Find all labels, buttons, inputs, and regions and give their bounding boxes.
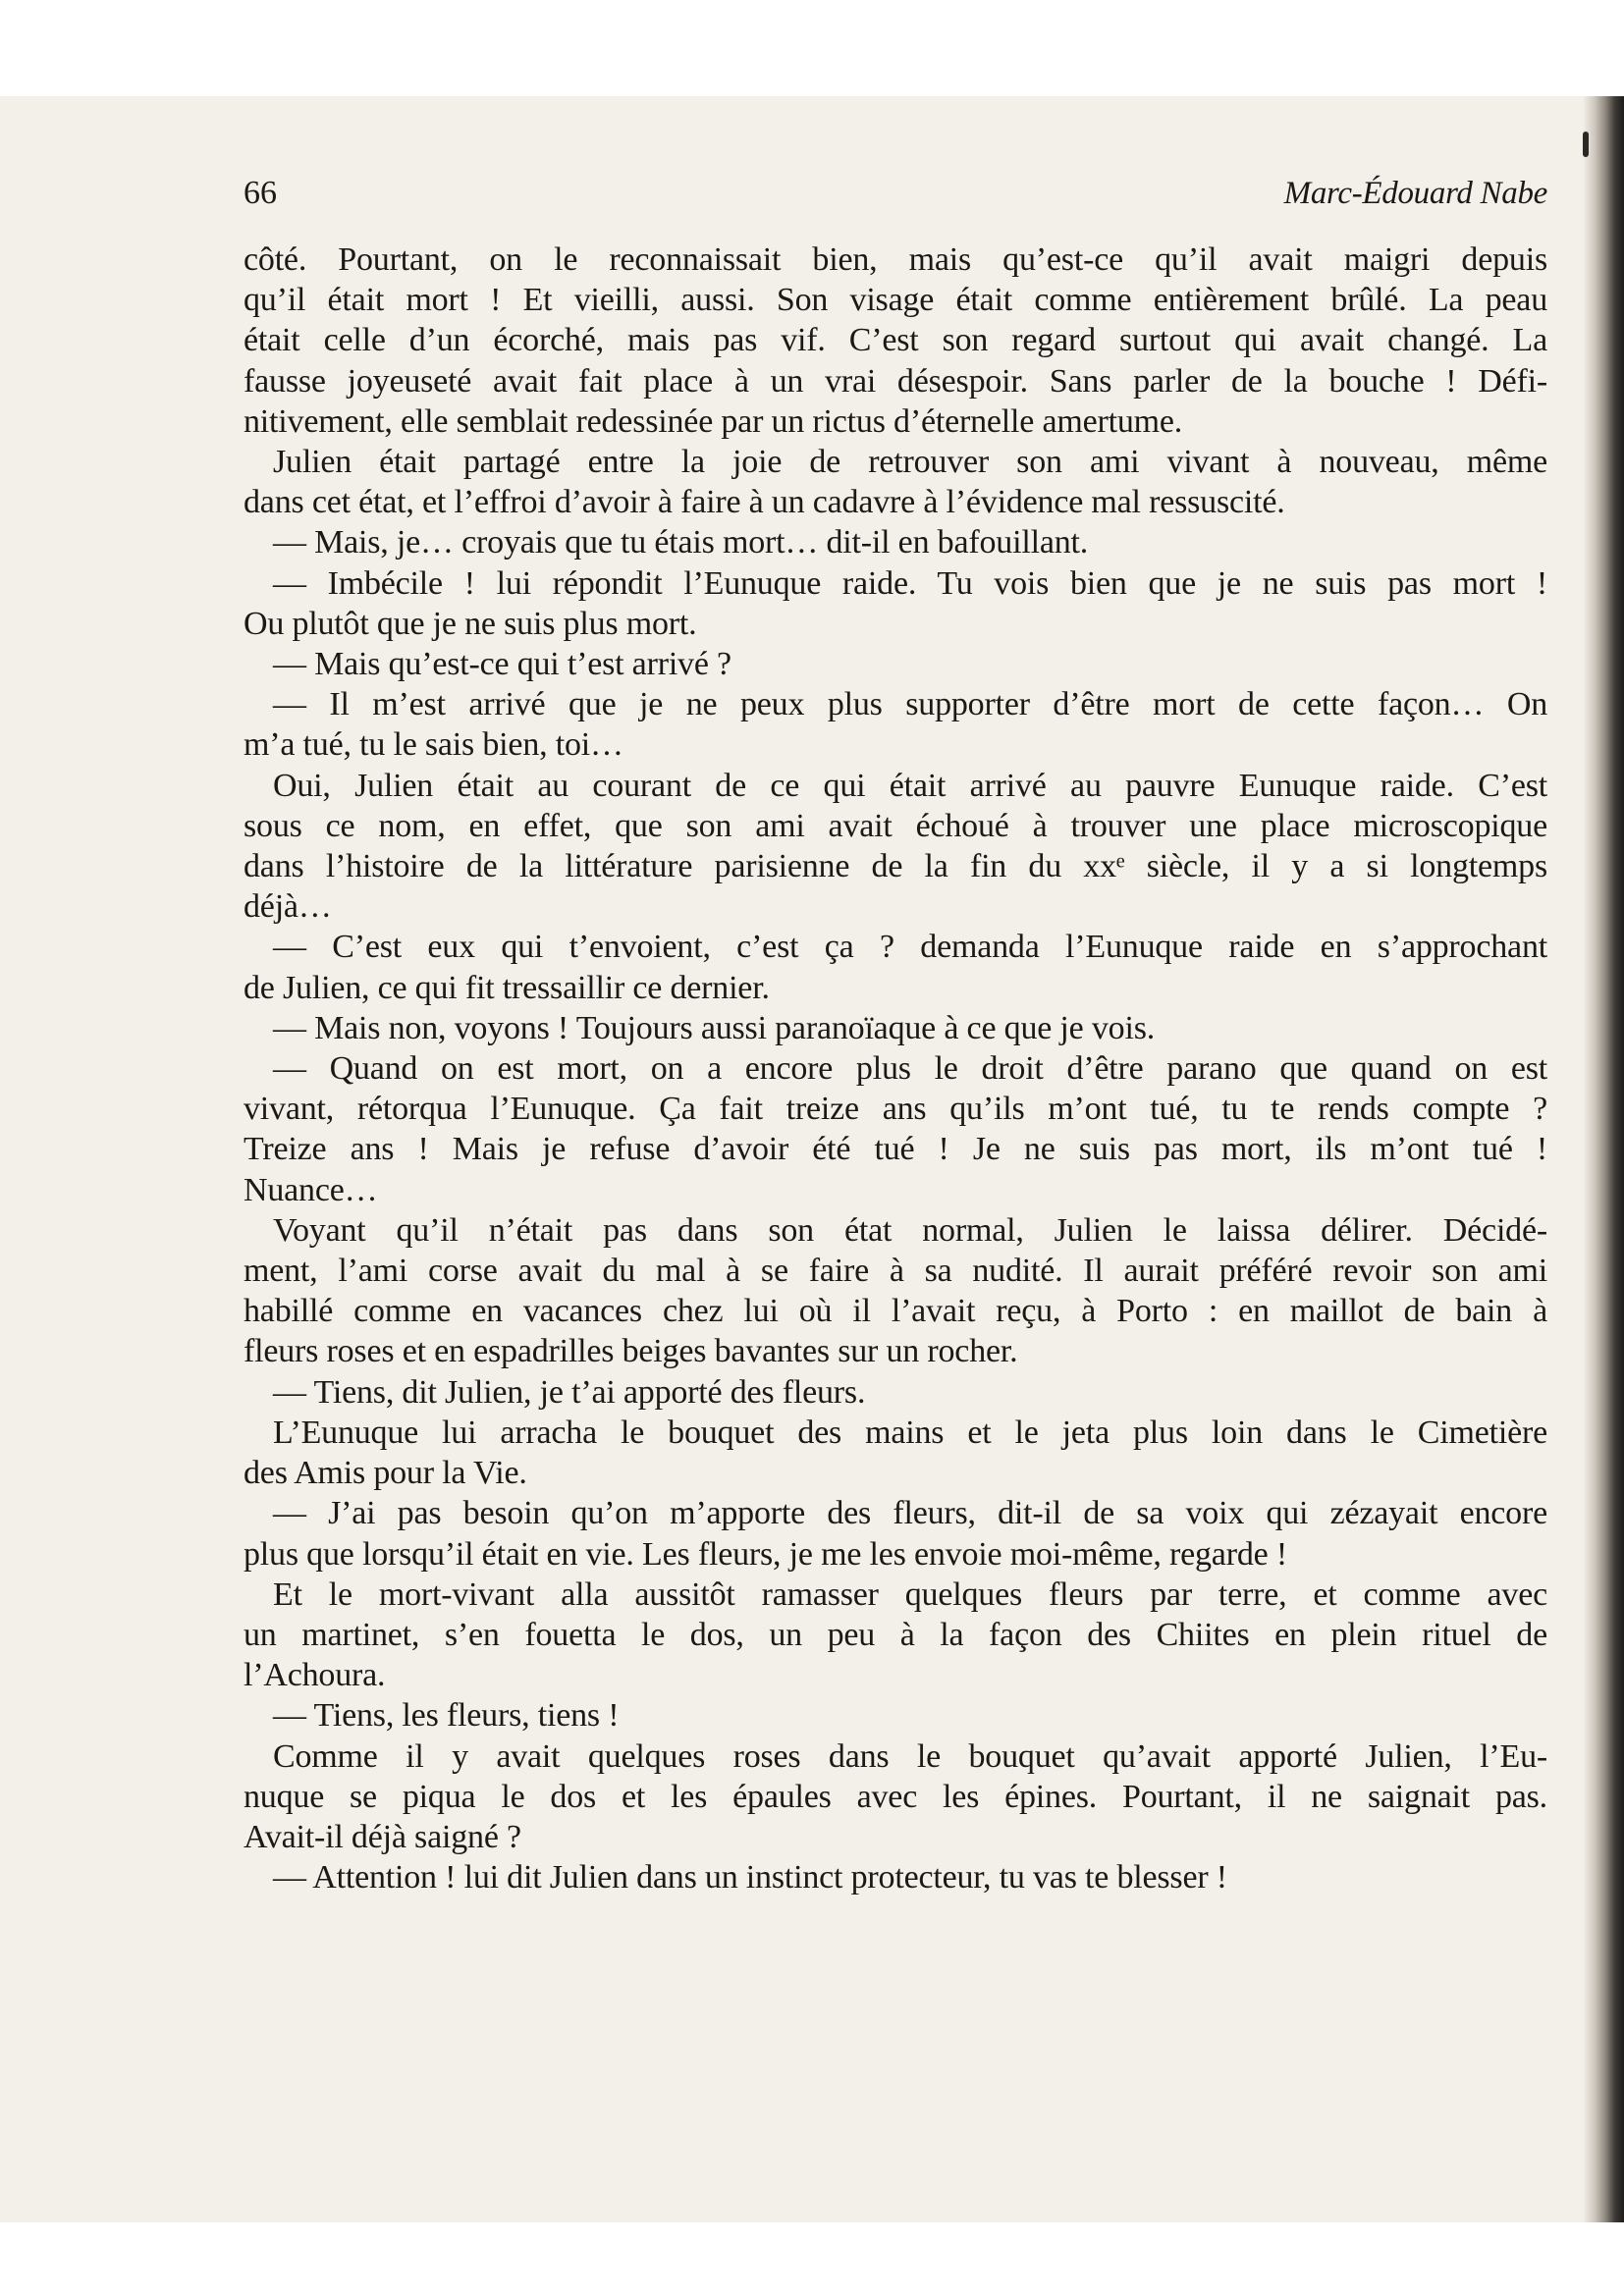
book-spine-shadow [1583,96,1624,2222]
text-line: des Amis pour la Vie. [244,1455,527,1492]
scan-speck [1583,132,1589,157]
text-line: habillé comme en vacances chez lui où il l’avait reçu, à Porto : en maillot de bain à [244,1293,1547,1330]
text-line: nuque se piqua le dos et les épaules avec les épines. Pourtant, il ne saignait pas. [244,1778,1547,1815]
text-line: — Mais, je… croyais que tu étais mort… dit-il en bafouillant. [273,524,1089,561]
text-line: — Tiens, les fleurs, tiens ! [273,1697,620,1735]
text-line: était celle d’un écorché, mais pas vif. C’est son regard surtout qui avait changé. La [244,322,1547,359]
text-line: un martinet, s’en fouetta le dos, un peu à la façon des Chiites en plein rituel de [244,1616,1547,1653]
text-line: sous ce nom, en effet, que son ami avait échoué à trouver une place microscopique [244,807,1547,844]
text-line: L’Eunuque lui arracha le bouquet des mains et le jeta plus loin dans le Cimetière [273,1414,1547,1451]
text-line: fausse joyeuseté avait fait place à un vrai désespoir. Sans parler de la bouche ! Défi- [244,362,1547,400]
text-line: — Attention ! lui dit Julien dans un instinct protecteur, tu vas te blesser ! [273,1859,1227,1896]
text-line: nitivement, elle semblait redessinée par un rictus d’éternelle amertume. [244,402,1183,440]
text-line: de Julien, ce qui fit tressaillir ce dernier. [244,969,770,1006]
text-line: côté. Pourtant, on le reconnaissait bien, mais qu’est-ce qu’il avait maigri depuis [244,241,1547,278]
text-line: Treize ans ! Mais je refuse d’avoir été tué ! Je ne suis pas mort, ils m’ont tué ! [244,1131,1547,1168]
page-number: 66 [244,175,277,211]
text-line: Voyant qu’il n’était pas dans son état normal, Julien le laissa délirer. Décidé- [273,1211,1547,1249]
text-line: Avait-il déjà saigné ? [244,1818,521,1855]
text-line: l’Achoura. [244,1657,386,1694]
text-line: vivant, rétorqua l’Eunuque. Ça fait treize ans qu’ils m’ont tué, tu te rends compte ? [244,1091,1547,1128]
running-head-author: Marc-Édouard Nabe [1283,176,1547,211]
text-line: Oui, Julien était au courant de ce qui était arrivé au pauvre Eunuque raide. C’est [273,767,1547,804]
body-text [244,240,1547,1897]
text-line: dans l’histoire de la littérature parisienne de la fin du xxᵉ siècle, il y a si longtemps [244,848,1547,885]
text-line: Julien était partagé entre la joie de retrouver son ami vivant à nouveau, même [273,444,1547,481]
text-line: fleurs roses et en espadrilles beiges bavantes sur un rocher. [244,1333,1018,1370]
text-line: déjà… [244,888,332,926]
text-line: m’a tué, tu le sais bien, toi… [244,726,623,764]
text-line: — Quand on est mort, on a encore plus le droit d’être parano que quand on est [273,1050,1547,1088]
text-line: — Tiens, dit Julien, je t’ai apporté des fleurs. [273,1373,866,1411]
text-line: — Mais qu’est-ce qui t’est arrivé ? [273,646,731,683]
text-line: dans cet état, et l’effroi d’avoir à faire à un cadavre à l’évidence mal ressuscité. [244,484,1285,521]
text-line: — Il m’est arrivé que je ne peux plus supporter d’être mort de cette façon… On [273,686,1547,723]
text-line: ment, l’ami corse avait du mal à se faire à sa nudité. Il aurait préféré revoir son ami [244,1253,1547,1290]
text-line: — J’ai pas besoin qu’on m’apporte des fleurs, dit-il de sa voix qui zézayait encore [273,1495,1547,1532]
text-line: Nuance… [244,1171,378,1208]
text-line: Et le mort-vivant alla aussitôt ramasser quelques fleurs par terre, et comme avec [273,1575,1547,1613]
text-line: Ou plutôt que je ne suis plus mort. [244,605,697,642]
text-line: plus que lorsqu’il était en vie. Les fleurs, je me les envoie moi-même, regarde ! [244,1535,1287,1573]
text-line: — Mais non, voyons ! Toujours aussi paranoïaque à ce que je vois. [273,1009,1156,1046]
text-line: — Imbécile ! lui répondit l’Eunuque raide. Tu vois bien que je ne suis pas mort ! [273,564,1547,602]
text-line: Comme il y avait quelques roses dans le bouquet qu’avait apporté Julien, l’Eu- [273,1737,1547,1775]
text-line: — C’est eux qui t’envoient, c’est ça ? demanda l’Eunuque raide en s’approchant [273,929,1547,966]
text-line: qu’il était mort ! Et vieilli, aussi. Son visage était comme entièrement brûlé. La peau [244,282,1547,319]
page-header [244,169,1547,218]
